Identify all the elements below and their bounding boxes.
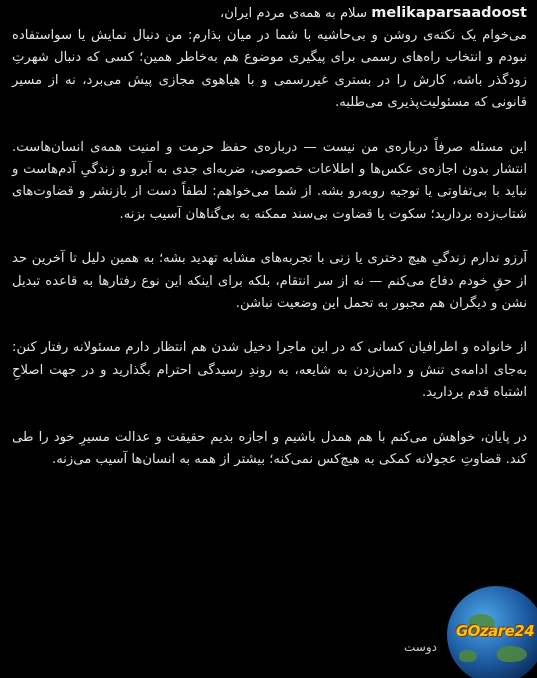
greeting-text: سلام به همه‌ی مردم ایران، [219,6,368,21]
caption-paragraph-4: از خانواده و اطرافیان کسانی که در این ماجرا دخیل شدن هم انتظار دارم مسئولانه رفتار کنن: به‌جای ادامه‌ی تنش و دامن‌زدن به شایعه، به روندِ رسیدگی احترام بگذارید و در جهت اصلاحِ اشتباه قدم بردارید. [12,340,527,401]
caption-paragraph-5: در پایان، خواهش می‌کنم با هم همدل باشیم و اجازه بدیم حقیقت و عدالت مسیرِ خود را طی کند. قضاوتِ عجولانه کمکی به هیچ‌کس نمی‌کنه؛ بیشتر از همه به انسان‌ها آسیب می‌زنه. [12,429,527,468]
username-link[interactable]: melikaparsaadoost [371,5,527,21]
caption-paragraph-2: این مسئله صرفاً درباره‌ی من نیست — درباره‌ی حفظ حرمت و امنیت همه‌ی انسان‌هاست. انتشار بدون اجازه‌ی عکس‌ها و اطلاعات خصوصی، ضربه‌ای جدی به آبرو و زندگیِ آدم‌هاست و نباید با بی‌تفاوتی یا توجیه روبه‌رو بشه. از شما می‌خواهم: لطفاً دست از بازنشر و قضاوت‌های شتاب‌زده بردارید؛ سکوت یا قضاوت بی‌سند ممکنه به بی‌گناهان آسیب بزنه. [12,139,527,222]
caption-paragraph-1: می‌خوام یک نکته‌ی روشن و بی‌حاشیه با شما در میان بذارم: من دنبال نمایش یا سواستفاده نبودم و انتخاب راه‌های رسمی برای پیگیری موضوع هم به‌خاطر همین؛ کسی که دنبال شهرتِ زودگذر باشه، کارش را در بستری غیررسمی و با هیاهوی مجازی پیش می‌برد، نه از مسیر قانونی که مسئولیت‌پذیری می‌طلبه. [12,28,527,111]
globe-land-shape [459,650,477,662]
caption-paragraph-3: آرزو ندارم زندگیِ هیچ دختری یا زنی با تجربه‌های مشابه تهدید بشه؛ به همین دلیل تا آخرین حد از حقِ خودم دفاع می‌کنم — نه از سر انتقام، بلکه برای اینکه این نوع رفتارها به قاعده تبدیل نشن و دیگران هم مجبور به تحمل این وضعیت نباشن. [12,251,527,312]
watermark-wordmark: GOzare24 [455,622,535,640]
signoff-text: دوست [404,640,437,654]
caption-first-line [12,2,527,25]
globe-land-shape [497,646,527,662]
gozare24-logo-icon [447,586,537,678]
